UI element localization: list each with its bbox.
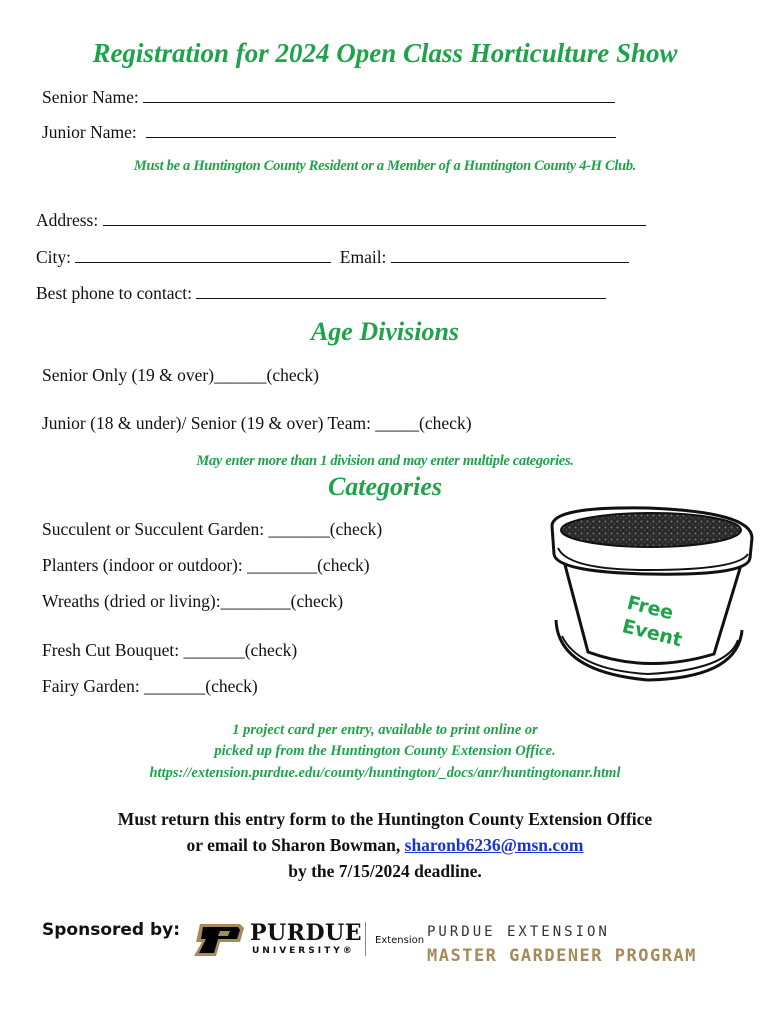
purdue-p-icon	[190, 922, 246, 958]
divisions-note: May enter more than 1 division and may enter multiple categories.	[196, 453, 574, 469]
category-fresh-cut-bouquet[interactable]: Fresh Cut Bouquet: _______(check)	[42, 640, 298, 660]
senior-only-option[interactable]: Senior Only (19 & over)______(check)	[42, 365, 320, 385]
logo-divider	[365, 922, 366, 956]
project-note-url[interactable]: https://extension.purdue.edu/county/huntington/_docs/anr/huntingtonanr.html	[149, 765, 621, 781]
master-gardener-bottom: MASTER GARDENER PROGRAM	[427, 946, 697, 966]
sponsored-by-label: Sponsored by:	[42, 920, 181, 940]
senior-name-field[interactable]	[143, 88, 615, 103]
address-row	[36, 210, 646, 231]
free-text: Free	[624, 591, 676, 625]
junior-name-field[interactable]	[146, 123, 616, 138]
city-label: City:	[36, 247, 72, 267]
project-note-line1: 1 project card per entry, available to print online or	[232, 722, 538, 738]
age-divisions-heading: Age Divisions	[310, 317, 460, 346]
team-option[interactable]: Junior (18 & under)/ Senior (19 & over) Team: _____(check)	[42, 413, 472, 433]
purdue-word: PURDUE	[250, 920, 363, 946]
junior-name-label: Junior Name:	[42, 122, 137, 142]
email-label: Email:	[339, 247, 387, 267]
category-succulent[interactable]: Succulent or Succulent Garden: _______(check)	[42, 519, 383, 539]
city-field[interactable]	[75, 248, 331, 263]
category-fairy-garden[interactable]: Fairy Garden: _______(check)	[42, 676, 258, 696]
phone-field[interactable]	[196, 284, 606, 299]
master-gardener-top: PURDUE EXTENSION	[427, 924, 610, 940]
purdue-university-logo	[190, 920, 365, 960]
senior-name-row	[42, 87, 615, 108]
category-wreaths[interactable]: Wreaths (dried or living):________(check)	[42, 591, 344, 611]
email-field[interactable]	[391, 248, 629, 263]
city-email-row	[36, 247, 629, 268]
flower-pot-illustration	[538, 502, 760, 694]
extension-small-label: Extension	[375, 935, 425, 946]
category-planters[interactable]: Planters (indoor or outdoor): ________(check)	[42, 555, 370, 575]
categories-heading: Categories	[327, 472, 443, 501]
senior-name-label: Senior Name:	[42, 87, 139, 107]
project-note-line2: picked up from the Huntington County Extension Office.	[214, 743, 556, 759]
email-link[interactable]: sharonb6236@msn.com	[404, 835, 584, 855]
junior-name-row	[42, 122, 616, 143]
return-info-line1: Must return this entry form to the Huntington County Extension Office	[117, 809, 653, 829]
phone-row	[36, 283, 606, 304]
phone-label: Best phone to contact:	[36, 283, 193, 303]
purdue-university-word: UNIVERSITY®	[252, 946, 355, 956]
address-field[interactable]	[103, 211, 646, 226]
return-info-line2	[0, 835, 770, 856]
return-info-prefix: or email to Sharon Bowman,	[186, 835, 405, 855]
page-title: Registration for 2024 Open Class Horticulture Show	[92, 38, 678, 68]
event-text: Event	[619, 615, 685, 652]
return-info-deadline: by the 7/15/2024 deadline.	[288, 861, 482, 881]
address-label: Address:	[36, 210, 99, 230]
residency-note: Must be a Huntington County Resident or a Member of a Huntington County 4-H Club.	[133, 158, 637, 174]
